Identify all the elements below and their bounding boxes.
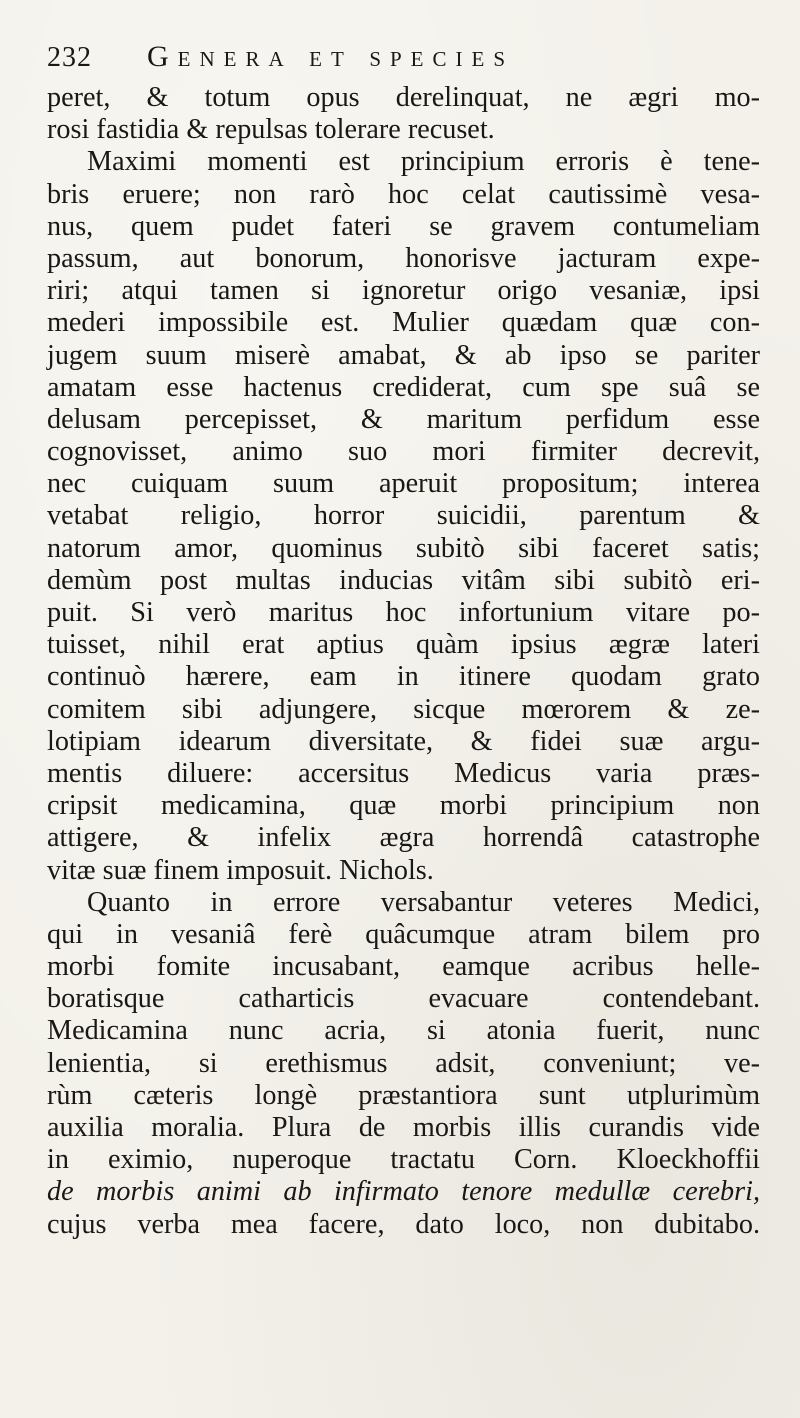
text-line: cognovisset, animo suo mori firmiter decrevit,	[47, 436, 760, 468]
text-line: boratisque catharticis evacuare contendebant.	[47, 983, 760, 1015]
text-line: de morbis animi ab infirmato tenore medullæ cerebri,	[47, 1176, 760, 1208]
text-line: in eximio, nuperoque tractatu Corn. Kloeckhoffii	[47, 1144, 760, 1176]
text-line: attigere, & infelix ægra horrendâ catastrophe	[47, 822, 760, 854]
text-line: passum, aut bonorum, honorisve jacturam expe-	[47, 242, 760, 274]
text-line: morbi fomite incusabant, eamque acribus helle-	[47, 951, 760, 983]
text-line: nus, quem pudet fateri se gravem contumeliam	[47, 210, 760, 242]
page-number: 232	[47, 42, 92, 73]
text-line: mentis diluere: accersitus Medicus varia præs-	[47, 757, 760, 789]
text-line: demùm post multas inducias vitâm sibi subitò eri-	[47, 564, 760, 596]
text-line: continuò hærere, eam in itinere quodam grato	[47, 661, 760, 693]
text-line: qui in vesaniâ ferè quâcumque atram bilem pro	[47, 918, 760, 950]
text-line: rùm cæteris longè præstantiora sunt utplurimùm	[47, 1079, 760, 1111]
text-line: natorum amor, quominus subitò sibi faceret satis;	[47, 532, 760, 564]
text-line: lenientia, si erethismus adsit, conveniunt; ve-	[47, 1047, 760, 1079]
text-line: nec cuiquam suum aperuit propositum; interea	[47, 468, 760, 500]
running-title: Genera et species	[147, 40, 515, 73]
text-line: Medicamina nunc acria, si atonia fuerit, nunc	[47, 1015, 760, 1047]
text-line: vetabat religio, horror suicidii, parentum &	[47, 500, 760, 532]
text-line: lotipiam idearum diversitate, & fidei suæ argu-	[47, 725, 760, 757]
text-line: cujus verba mea facere, dato loco, non dubitabo.	[47, 1208, 760, 1240]
text-line: auxilia moralia. Plura de morbis illis curandis vide	[47, 1112, 760, 1143]
text-line: tuisset, nihil erat aptius quàm ipsius ægræ lateri	[47, 629, 760, 661]
text-line: bris eruere; non rarò hoc celat cautissimè vesa-	[47, 178, 760, 210]
text-line: delusam percepisset, & maritum perfidum esse	[47, 403, 760, 435]
body-text	[47, 82, 760, 1241]
text-line: rosi fastidia & repulsas tolerare recuset.	[47, 114, 495, 146]
text-line: amatam esse hactenus crediderat, cum spe suâ se	[47, 371, 760, 403]
running-head	[47, 40, 760, 80]
text-line: comitem sibi adjungere, sicque mœrorem & ze-	[47, 693, 760, 725]
text-line: peret, & totum opus derelinquat, ne ægri mo-	[47, 82, 760, 113]
text-line: riri; atqui tamen si ignoretur origo vesaniæ, ipsi	[47, 275, 760, 307]
text-line: vitæ suæ finem imposuit. Nichols.	[47, 854, 434, 886]
text-line: puit. Si verò maritus hoc infortunium vitare po-	[47, 597, 760, 628]
text-line: jugem suum miserè amabat, & ab ipso se pariter	[47, 339, 760, 371]
text-line: Quanto in errore versabantur veteres Medici,	[87, 886, 760, 918]
text-line: cripsit medicamina, quæ morbi principium non	[47, 790, 760, 822]
text-line: Maximi momenti est principium erroris è tene-	[87, 146, 760, 178]
text-line: mederi impossibile est. Mulier quædam quæ con-	[47, 307, 760, 339]
